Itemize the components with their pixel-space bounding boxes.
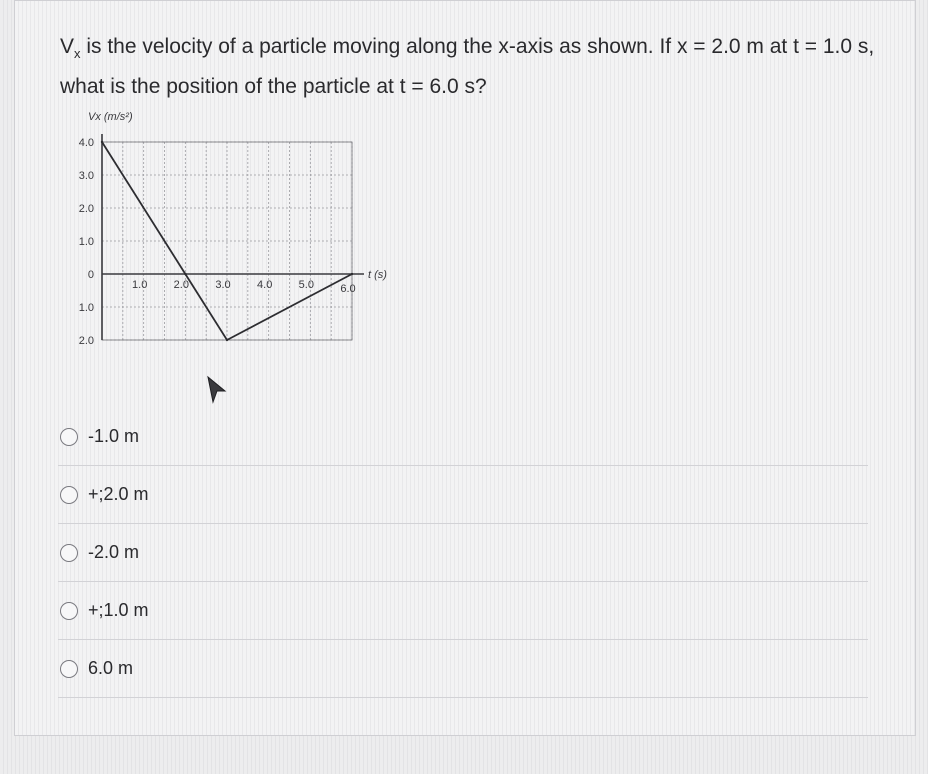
option-label: -1.0 m [88, 426, 140, 446]
option-3[interactable] [58, 524, 868, 582]
radio-button-4[interactable] [60, 602, 78, 620]
radio-button-2[interactable] [60, 486, 78, 504]
y-tick-label: 2.0 [78, 203, 94, 215]
radio-button-3[interactable] [60, 544, 78, 562]
y-tick-label: 3.0 [78, 170, 94, 182]
x-tick-label: 3.0 [215, 279, 231, 291]
x-tick-label: 5.0 [298, 279, 314, 291]
option-label: +;2.0 m [88, 484, 149, 504]
y-tick-label: 0 [87, 269, 94, 281]
velocity-graph [60, 100, 420, 360]
y-tick-label: 1.0 [78, 302, 94, 314]
x-axis-label: t (s) [368, 269, 387, 281]
option-label: -2.0 m [88, 542, 140, 562]
mouse-cursor-icon [205, 375, 229, 405]
y-tick-label: 4.0 [78, 137, 94, 149]
x-tick-label: 6.0 [340, 283, 356, 295]
question-var-sub: x [74, 46, 81, 62]
option-label: +;1.0 m [88, 600, 149, 620]
y-axis-label: Vx (m/s²) [88, 111, 133, 123]
option-5[interactable] [58, 640, 868, 698]
data-point [184, 273, 186, 275]
answer-options [58, 408, 868, 698]
option-1[interactable] [58, 408, 868, 466]
radio-button-1[interactable] [60, 428, 78, 446]
question-var: V [60, 35, 75, 58]
option-label: 6.0 m [88, 658, 134, 678]
question-text [60, 30, 880, 103]
option-4[interactable] [58, 582, 868, 640]
x-tick-label: 4.0 [257, 279, 273, 291]
option-2[interactable] [58, 466, 868, 524]
y-tick-label: 1.0 [78, 236, 94, 248]
question-body: is the velocity of a particle moving along the x-axis as shown. If x = 2.0 m at t = 1.0 s, what is the position of the particle at t = 6.0 s? [60, 35, 875, 99]
radio-button-5[interactable] [60, 660, 78, 678]
data-point [226, 339, 228, 341]
data-point [351, 273, 353, 275]
y-tick-label: 2.0 [78, 335, 94, 347]
x-tick-label: 2.0 [173, 279, 189, 291]
x-tick-label: 1.0 [132, 279, 148, 291]
data-point [101, 141, 103, 143]
